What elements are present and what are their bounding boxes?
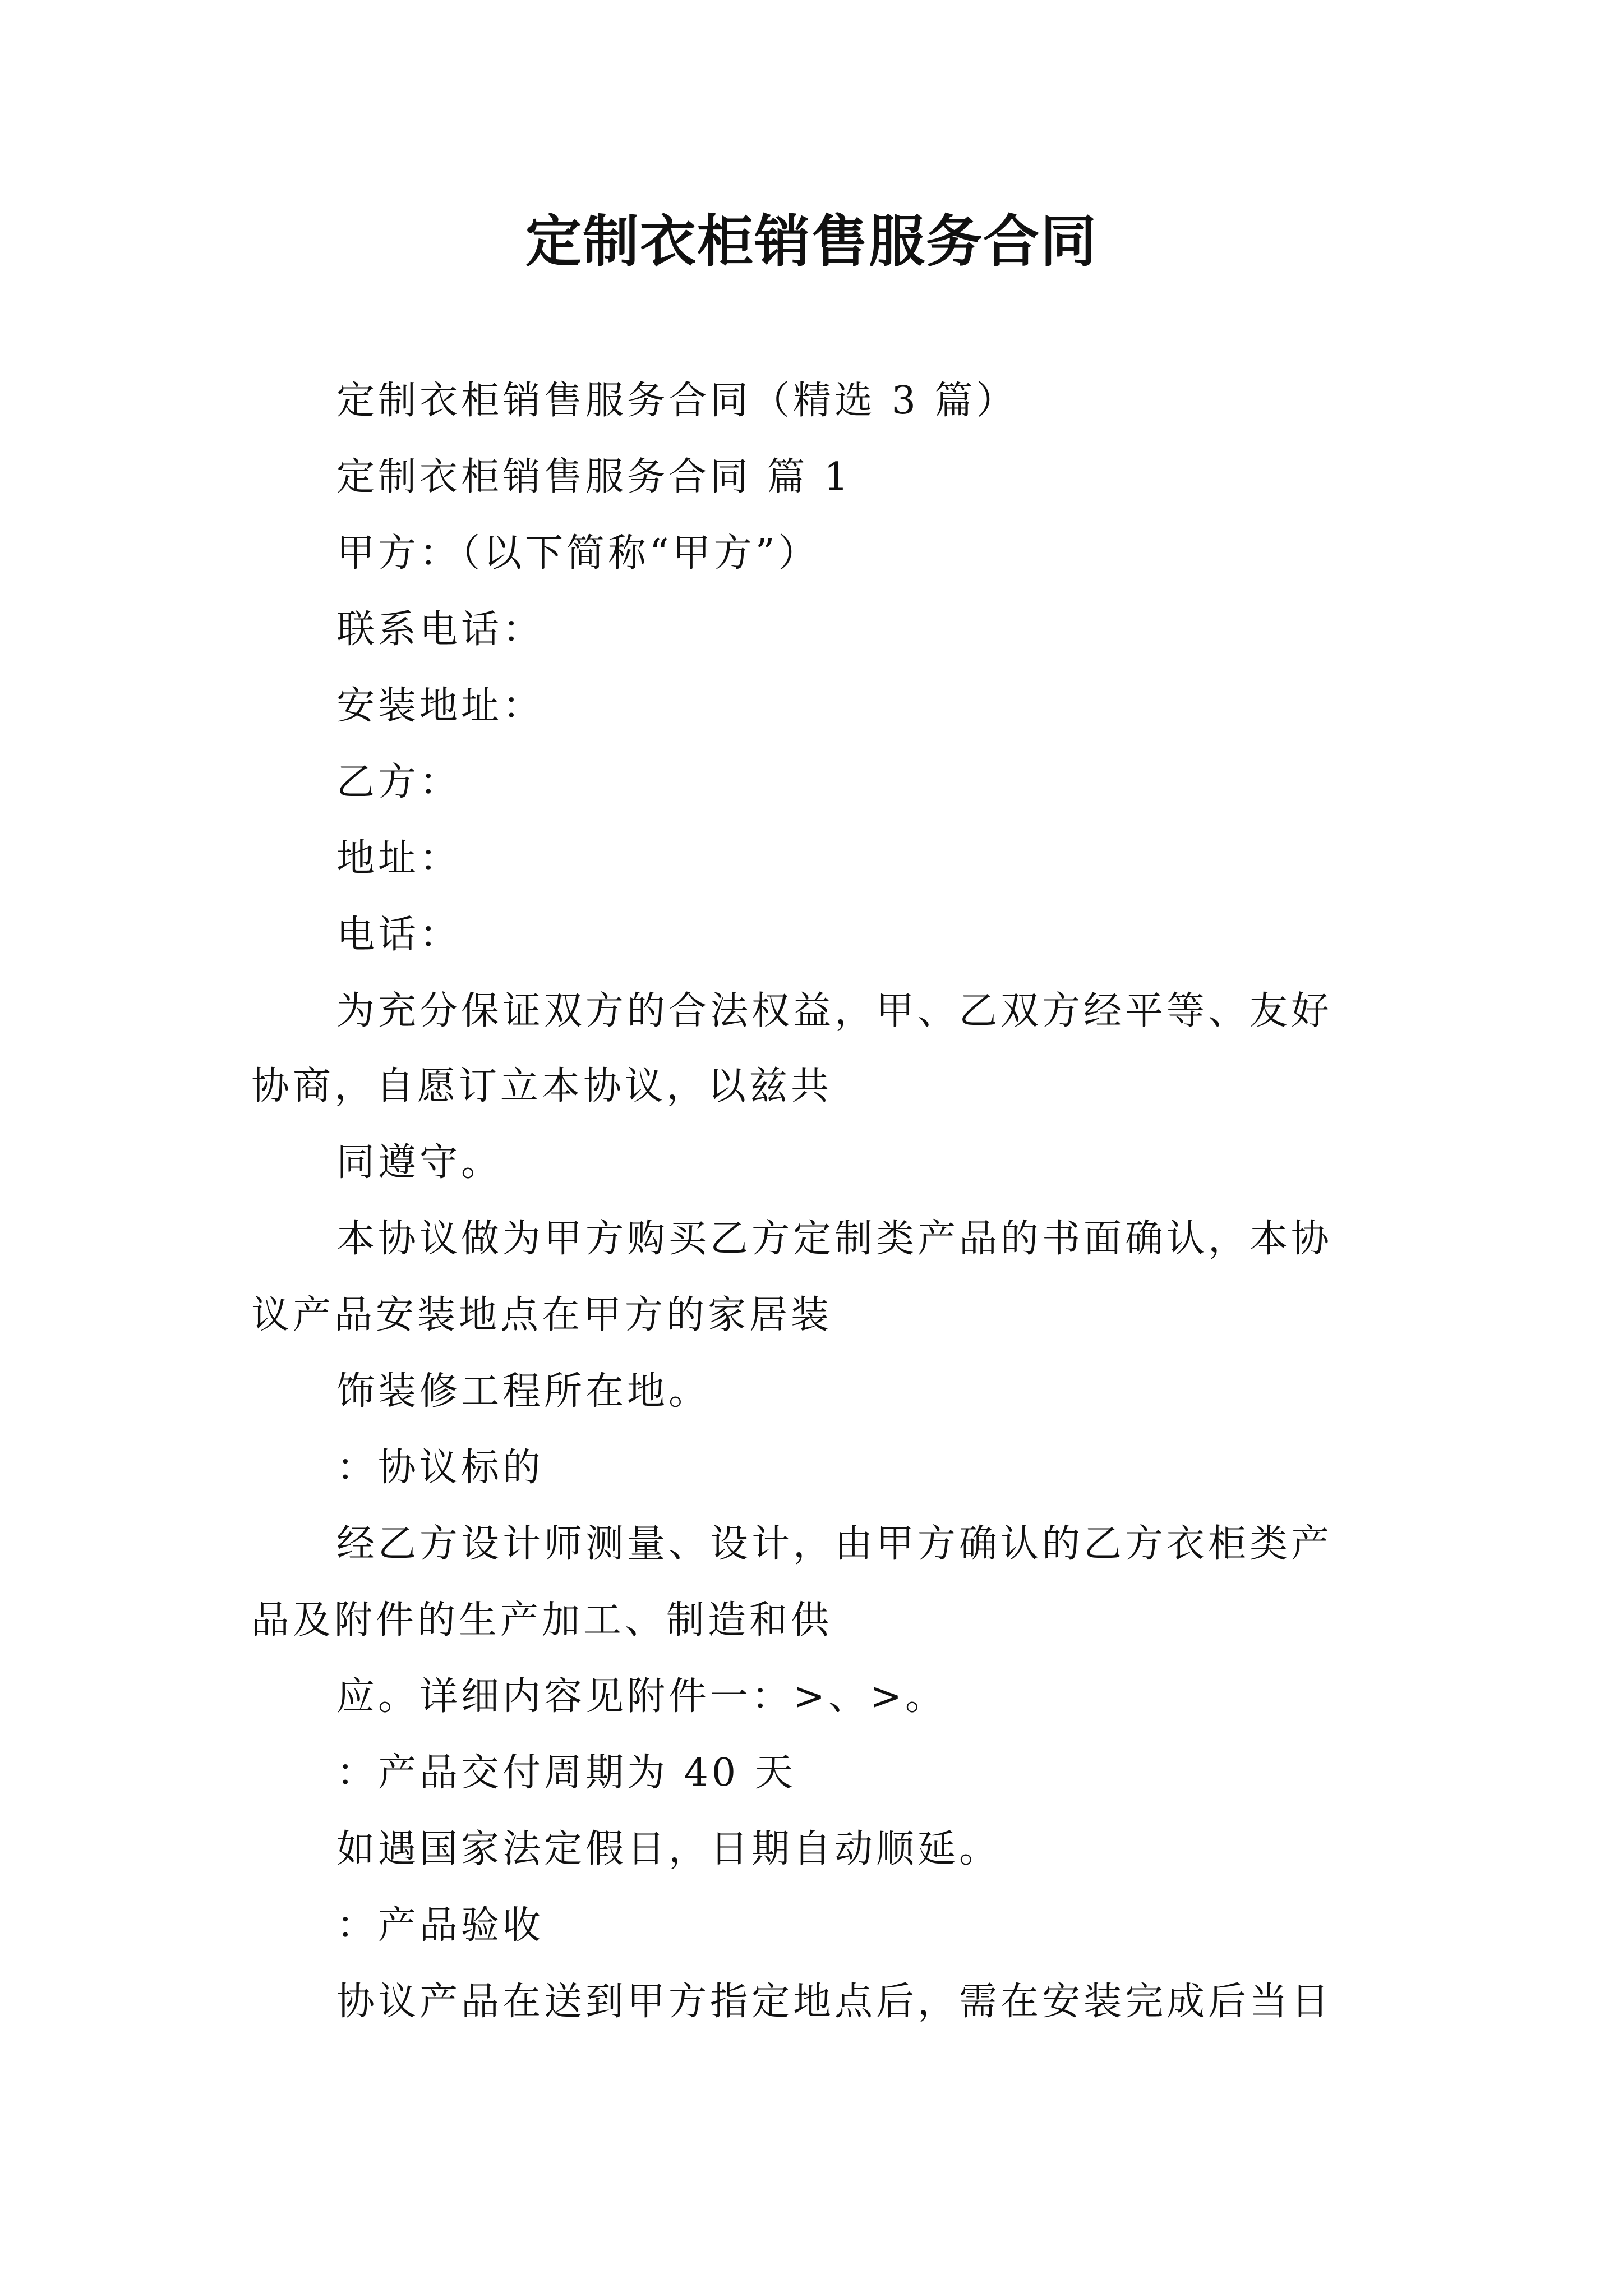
paragraph-line: 品及附件的生产加工、制造和供: [251, 1598, 833, 1642]
paragraph-line: 联系电话：: [336, 608, 545, 652]
paragraph-line: 协议产品在送到甲方指定地点后，需在安装完成后当日: [336, 1980, 1333, 2024]
paragraph-line: 电话：: [336, 913, 462, 957]
paragraph-line: 乙方：: [336, 760, 462, 804]
paragraph-line: 如遇国家法定假日，日期自动顺延。: [336, 1827, 1001, 1871]
paragraph-line: 为充分保证双方的合法权益，甲、乙双方经平等、友好: [336, 989, 1333, 1033]
paragraph-line: 议产品安装地点在甲方的家居装: [251, 1293, 833, 1337]
section-heading: ：产品交付周期为 40 天: [336, 1751, 796, 1795]
paragraph-line: 饰装修工程所在地。: [336, 1369, 711, 1414]
section-heading: ：产品验收: [336, 1903, 545, 1948]
paragraph-line: 同遵守。: [336, 1140, 503, 1185]
paragraph-line: 本协议做为甲方购买乙方定制类产品的书面确认，本协: [336, 1217, 1333, 1261]
document-title: 定制衣柜销售服务合同: [525, 208, 1098, 274]
paragraph-line: 定制衣柜销售服务合同（精选 3 篇）: [336, 379, 1018, 423]
paragraph-line: 应。详细内容见附件一：>、>。: [336, 1674, 947, 1719]
section-heading: ：协议标的: [336, 1446, 545, 1490]
paragraph-line: 定制衣柜销售服务合同 篇 1: [336, 455, 852, 499]
paragraph-line: 甲方：（以下简称“甲方”）: [336, 531, 820, 576]
paragraph-line: 地址：: [336, 836, 462, 881]
paragraph-line: 协商，自愿订立本协议，以兹共: [251, 1064, 833, 1108]
paragraph-line: 安装地址：: [336, 684, 545, 728]
paragraph-line: 经乙方设计师测量、设计，由甲方确认的乙方衣柜类产: [336, 1522, 1333, 1566]
